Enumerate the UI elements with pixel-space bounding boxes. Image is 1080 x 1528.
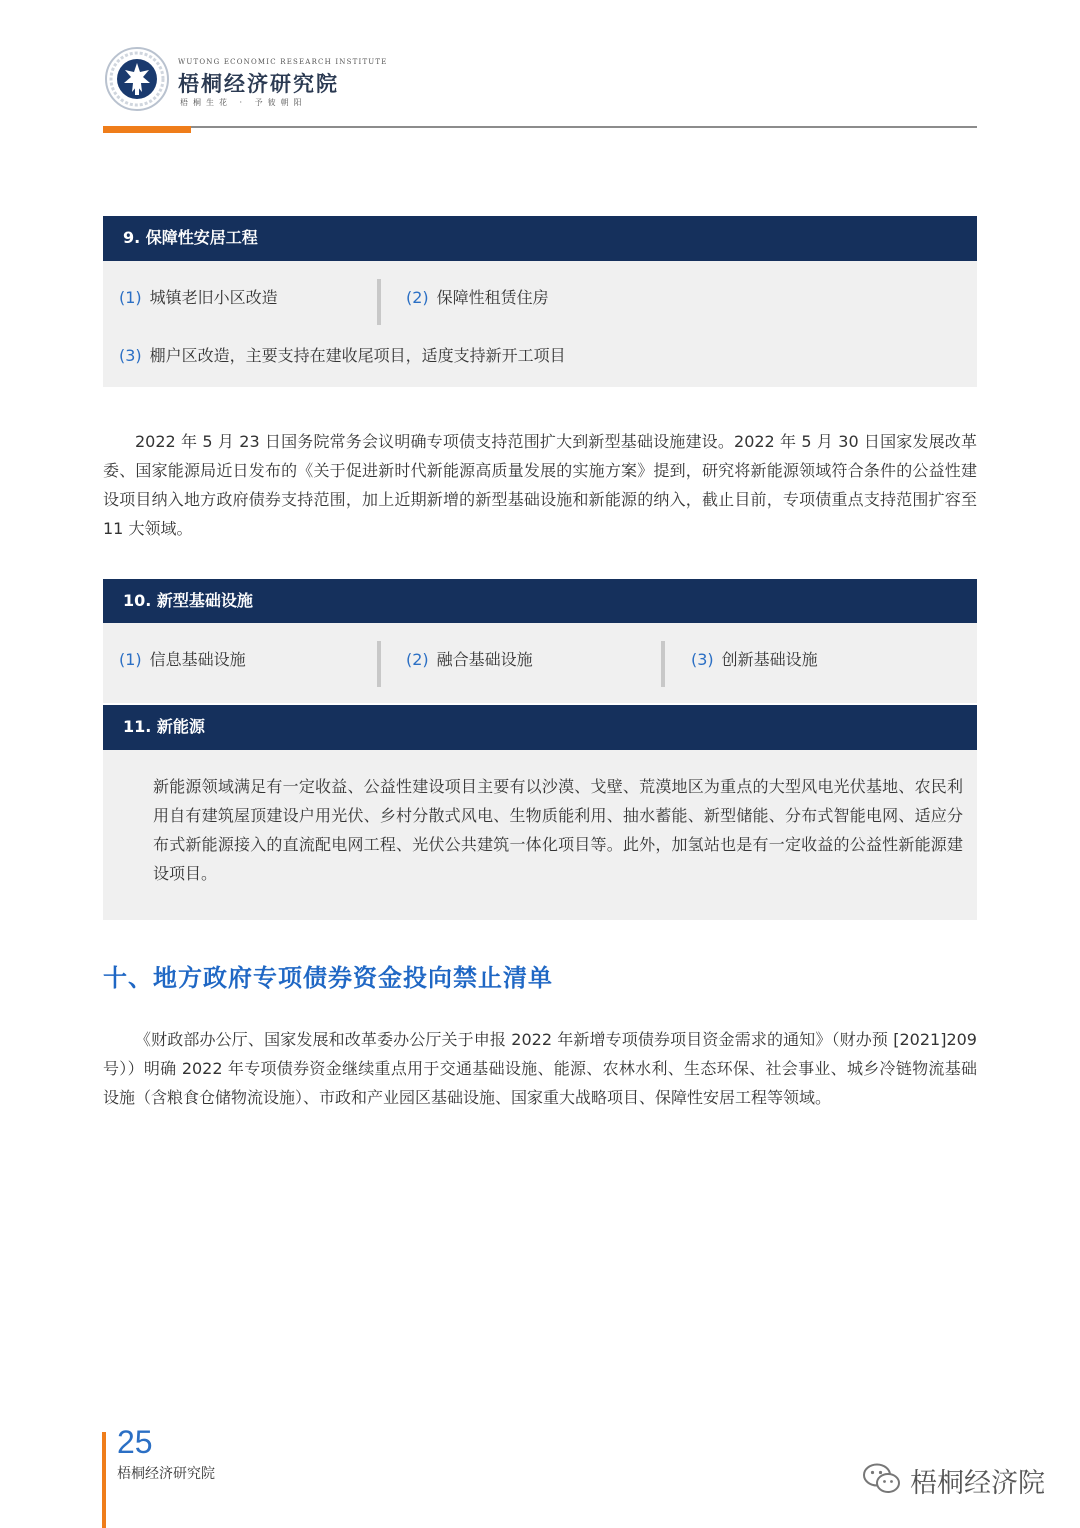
item-label: 保障性租赁住房 [436,288,549,307]
column-divider [377,279,381,325]
section-9-item-3 [119,343,566,366]
item-number: (2) [406,288,429,307]
section-11-title: 11. 新能源 [103,705,977,750]
footer-accent-bar [102,1432,106,1528]
section-9-item-2 [406,285,549,308]
brand-slogan: 梧桐生花 · 予彼朝阳 [180,98,307,107]
body-paragraph-1: 2022 年 5 月 23 日国务院常务会议明确专项债支持范围扩大到新型基础设施建设。2022 年 5 月 30 日国家发展改革委、国家能源局近日发布的《关于促进新时代新能源高质量发展的实施方案》提到，研究将新能源领域符合条件的公益性建设项目纳入地方政府债券支持范围，加上近期新增的新型基础设施和新能源的纳入，截止目前，专项债重点支持范围扩容至 11 大领域。 [103,432,977,538]
item-number: (1) [119,650,142,669]
section-11-body: 新能源领域满足有一定收益、公益性建设项目主要有以沙漠、戈壁、荒漠地区为重点的大型风电光伏基地、农民利用自有建筑屋顶建设户用光伏、乡村分散式风电、生物质能利用、抽水蓄能、新型储能、分布式智能电网、适应分布式新能源接入的直流配电网工程、光伏公共建筑一体化项目等。此外，加氢站也是有一定收益的公益性新能源建设项目。 [153,777,963,883]
item-label: 创新基础设施 [721,650,818,669]
brand-chinese-name: 梧桐经济研究院 [178,71,339,96]
item-number: (3) [691,650,714,669]
item-label: 棚户区改造，主要支持在建收尾项目，适度支持新开工项目 [149,346,566,365]
chapter-heading: 十、地方政府专项债券资金投向禁止清单 [103,964,553,992]
section-11-panel [103,750,977,920]
brand-english-name: WUTONG ECONOMIC RESEARCH INSTITUTE [178,58,388,66]
item-number: (2) [406,650,429,669]
column-divider [661,641,665,687]
watermark-text: 梧桐经济院 [910,1468,1045,1499]
page-number: 25 [117,1424,153,1460]
header-divider [103,126,977,128]
section-10-item-1 [119,647,246,670]
item-label: 城镇老旧小区改造 [149,288,278,307]
section-10-item-2 [406,647,533,670]
header-accent-bar [103,126,191,133]
wechat-icon [862,1462,902,1496]
footer-brand: 梧桐经济研究院 [117,1466,215,1482]
section-10-panel [103,623,977,703]
institute-logo-icon [104,46,170,112]
item-label: 融合基础设施 [436,650,533,669]
section-10-title: 10. 新型基础设施 [103,579,977,623]
section-9-item-1 [119,285,278,308]
section-10-item-3 [691,647,818,670]
section-9-title: 9. 保障性安居工程 [103,216,977,261]
body-paragraph-2: 《财政部办公厅、国家发展和改革委办公厅关于申报 2022 年新增专项债券项目资金需求的通知》（财办预 [2021]209 号））明确 2022 年专项债券资金继续重点用于交通基础设施、能源、农林水利、生态环保、社会事业、城乡冷链物流基础设施（含粮食仓储物流设施）、市政和产业园区基础设施、国家重大战略项目、保障性安居工程等领域。 [103,1030,977,1107]
item-number: (3) [119,346,142,365]
item-number: (1) [119,288,142,307]
item-label: 信息基础设施 [149,650,246,669]
column-divider [377,641,381,687]
section-9-panel [103,261,977,387]
